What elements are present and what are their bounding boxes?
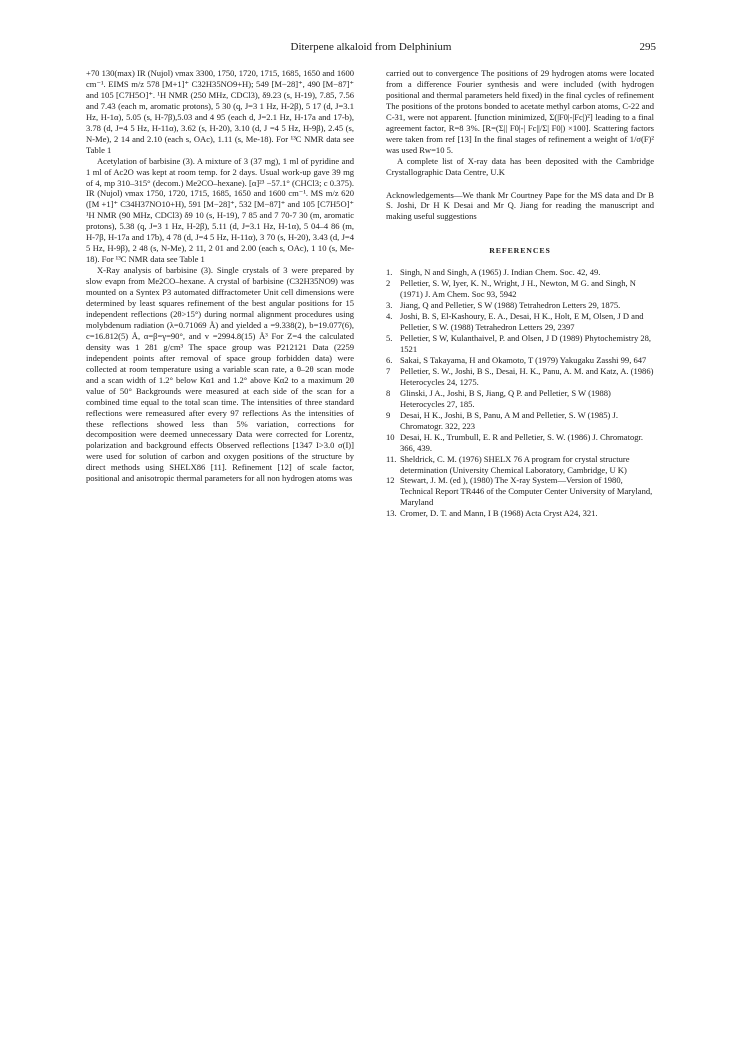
- reference-number: 6.: [386, 354, 393, 365]
- refinement-paragraph: carried out to convergence The positions of 29 hydrogen atoms were located from a difference Fourier synthesis and were included (with hydrogen positional and thermal parameters held fixed) in the final cycles of refinement The positions of the protons bonded to acetate methyl carbon atoms, C-22 and C-31, were not apparent. [function minimized, Σ(|F0|-|Fc|)²] leading to a final agreement factor, R=8 3%. [R=(Σ|| F0|-| Fc||/Σ| F0|) ×100]. Scattering factors were taken from ref [13] In the final stages of refinement a weight of 1/σ(F)² was used Rw=10 5.: [386, 68, 654, 155]
- reference-item: [386, 267, 654, 278]
- reference-text: Singh, N and Singh, A (1965) J. Indian Chem. Soc. 42, 49.: [400, 267, 601, 278]
- left-column: [86, 68, 354, 484]
- reference-number: 2: [386, 278, 391, 289]
- reference-item: [386, 454, 654, 476]
- reference-number: 9: [386, 409, 391, 420]
- page-header: [86, 41, 656, 57]
- reference-text: Pelletier, S. W., Joshi, B S., Desai, H. K., Panu, A. M. and Katz, A. (1986) Heterocycles 24, 1275.: [400, 365, 654, 387]
- reference-item: [386, 388, 654, 410]
- reference-item: [386, 311, 654, 333]
- reference-number: 12: [386, 475, 395, 486]
- reference-number: 1.: [386, 267, 393, 278]
- reference-item: [386, 508, 654, 519]
- right-column: [386, 68, 654, 519]
- reference-number: 7: [386, 365, 391, 376]
- reference-number: 8: [386, 387, 391, 398]
- reference-text: Cromer, D. T. and Mann, I B (1968) Acta Cryst A24, 321.: [400, 508, 598, 519]
- references-heading: REFERENCES: [489, 246, 551, 256]
- reference-text: Desai, H. K., Trumbull, E. R and Pelletier, S. W. (1986) J. Chromatogr. 366, 439.: [400, 431, 644, 453]
- reference-text: Joshi, B. S, El-Kashoury, E. A., Desai, H K., Holt, E M, Olsen, J D and Pelletier, S W. (1988) Tetrahedron Letters 29, 2397: [400, 311, 644, 333]
- reference-text: Desai, H K., Joshi, B S, Panu, A M and Pelletier, S. W (1985) J. Chromatogr. 322, 223: [400, 409, 618, 431]
- acknowledgements: Acknowledgements—We thank Mr Courtney Pape for the MS data and Dr B S. Joshi, Dr H K Desai and Mr Q. Jiang for reading the manuscript and making useful suggestions: [386, 189, 654, 222]
- running-title: Diterpene alkaloid from Delphinium: [290, 41, 452, 53]
- reference-text: Stewart, J. M. (ed ), (1980) The X-ray System—Version of 1980, Technical Report TR446 of the Computer Center University of Maryland, Maryland: [400, 475, 653, 508]
- reference-item: [386, 278, 654, 300]
- reference-number: 5.: [386, 333, 393, 344]
- reference-text: Sakai, S Takayama, H and Okamoto, T (1979) Yakugaku Zasshi 99, 647: [400, 354, 647, 365]
- references-list: [386, 267, 654, 519]
- reference-number: 4.: [386, 311, 393, 322]
- page-number: 295: [639, 41, 656, 53]
- deposition-paragraph: A complete list of X-ray data has been deposited with the Cambridge Crystallographic Data Centre, U.K: [386, 155, 654, 177]
- nmr-data-paragraph: +70 130(max) IR (Nujol) νmax 3300, 1750, 1720, 1715, 1685, 1650 and 1600 cm⁻¹. EIMS m/z 578 [M+1]⁺ C32H35NO9+H); 549 [M−28]⁺, 490 [M−87]⁺ and 105 [C7H5O]⁺. ¹H NMR (250 MHz, CDCl3), δ9.23 (s, H-19), 7.85, 7.56 and 7.43 (each m, aromatic protons), 5 30 (q, J=3 1 Hz, H-2β), 5 17 (d, J=3.1 Hz, H-1α), 5.05 (s, H-7β),5.03 and 4 95 (each d, J=2.1 Hz, H-17a and 17-b), 3.78 (d, J=4 5 Hz, H-11α), 3.62 (s, H-20), 3.10 (d, J =4 5 Hz, H-9β), 2.45 (s, N-Me), 2 14 and 2.10 (each s, OAc), 1.11 (s, Me-18). For ¹³C NMR data see Table 1: [86, 68, 354, 155]
- reference-text: Pelletier, S. W, Iyer, K. N., Wright, J H., Newton, M G. and Singh, N (1971) J. Am Chem. Soc 93, 5942: [400, 278, 636, 300]
- reference-item: [386, 410, 654, 432]
- reference-item: [386, 432, 654, 454]
- reference-item: [386, 355, 654, 366]
- reference-number: 3.: [386, 300, 393, 311]
- reference-text: Jiang, Q and Pelletier, S W (1988) Tetrahedron Letters 29, 1875.: [400, 300, 621, 311]
- reference-number: 13.: [386, 508, 397, 519]
- reference-item: [386, 475, 654, 508]
- reference-number: 10: [386, 431, 395, 442]
- reference-text: Pelletier, S W, Kulanthaivel, P. and Olsen, J D (1989) Phytochemistry 28, 1521: [400, 333, 652, 355]
- reference-number: 11.: [386, 453, 397, 464]
- acetylation-paragraph: Acetylation of barbisine (3). A mixture of 3 (37 mg), 1 ml of pyridine and 1 ml of Ac2O was kept at room temp. for 2 days. Usual work-up gave 39 mg of 4, mp 310–315° (decom.) Me2CO–hexane). [α]²³ −57.1° (CHCl3; c 0.375). IR (Nujol) νmax 1750, 1720, 1715, 1685, 1650 and 1600 cm⁻¹. MS m/z 620 ([M +1]⁺ C34H37NO10+H), 591 [M−28]⁺, 532 [M−87]⁺ and 105 [C7H5O]⁺ ¹H NMR (90 MHz, CDCl3) δ9 10 (s, H-19), 7 85 and 7 70-7 30 (m, aromatic protons), 5.38 (q, J=3 1 Hz, H-2β), 5.11 (d, J=3.1 Hz, H-1α), 5 04–4 86 (m, H-7β, H-17a and 17b), 4 78 (d, J=4 5 Hz, H-11α), 3 70 (s, H-20), 3.43 (d, J=4 5 Hz, H-9β), 2 48 (s, N-Me), 2 11, 2 01 and 2.00 (each s, OAc), 1 10 (s, Me-18). For ¹³C NMR data see Table 1: [86, 155, 354, 265]
- reference-item: [386, 333, 654, 355]
- reference-item: [386, 366, 654, 388]
- xray-analysis-paragraph: X-Ray analysis of barbisine (3). Single crystals of 3 were prepared by slow evapn from Me2CO–hexane. A crystal of barbisine (C32H35NO9) was mounted on a Syntex P3 automated diffractometer Unit cell dimensions were determined by least squares refinement of the best angular positions for 15 independent reflections (2θ>15°) during normal alignment procedures using molybdenum radiation (λ=0.71069 Å) and yielded a =9.338(2), b=19.077(6), c=16.812(5) Å, α=β=γ=90°, and v =2994.8(15) Å³ For Z=4 the calculated density was 1 281 g/cm³ The space group was P212121 Data (2259 independent points after removal of space group forbidden data) were collected at room temperature using a variable scan rate, a θ–2θ scan mode and a scan width of 1.2° below Kα1 and 1.2° above Kα2 to a maximum 2θ value of 50° Backgrounds were measured at each side of the scan for a combined time equal to the total scan time. The intensities of three standard reflections were remeasured after every 97 reflections As the intensities of these reflections showed less than 5% variation, corrections for decomposition were deemed unnecessary Data were corrected for Lorentz, polarization and background effects Observed reflections [1347 I>3.0 σ(I)] were used for solution of carbon and oxygen positions of the structure by direct methods using SHELX86 [11]. Refinement [12] of scale factor, positional and anisotropic thermal parameters for all non hydrogen atoms was: [86, 265, 354, 484]
- reference-text: Glinski, J A., Joshi, B S, Jiang, Q P. and Pelletier, S W (1988) Heterocycles 27, 185.: [400, 387, 611, 409]
- reference-text: Sheldrick, C. M. (1976) SHELX 76 A program for crystal structure determination (University Chemical Laboratory, Cambridge, U K): [400, 453, 630, 475]
- reference-item: [386, 300, 654, 311]
